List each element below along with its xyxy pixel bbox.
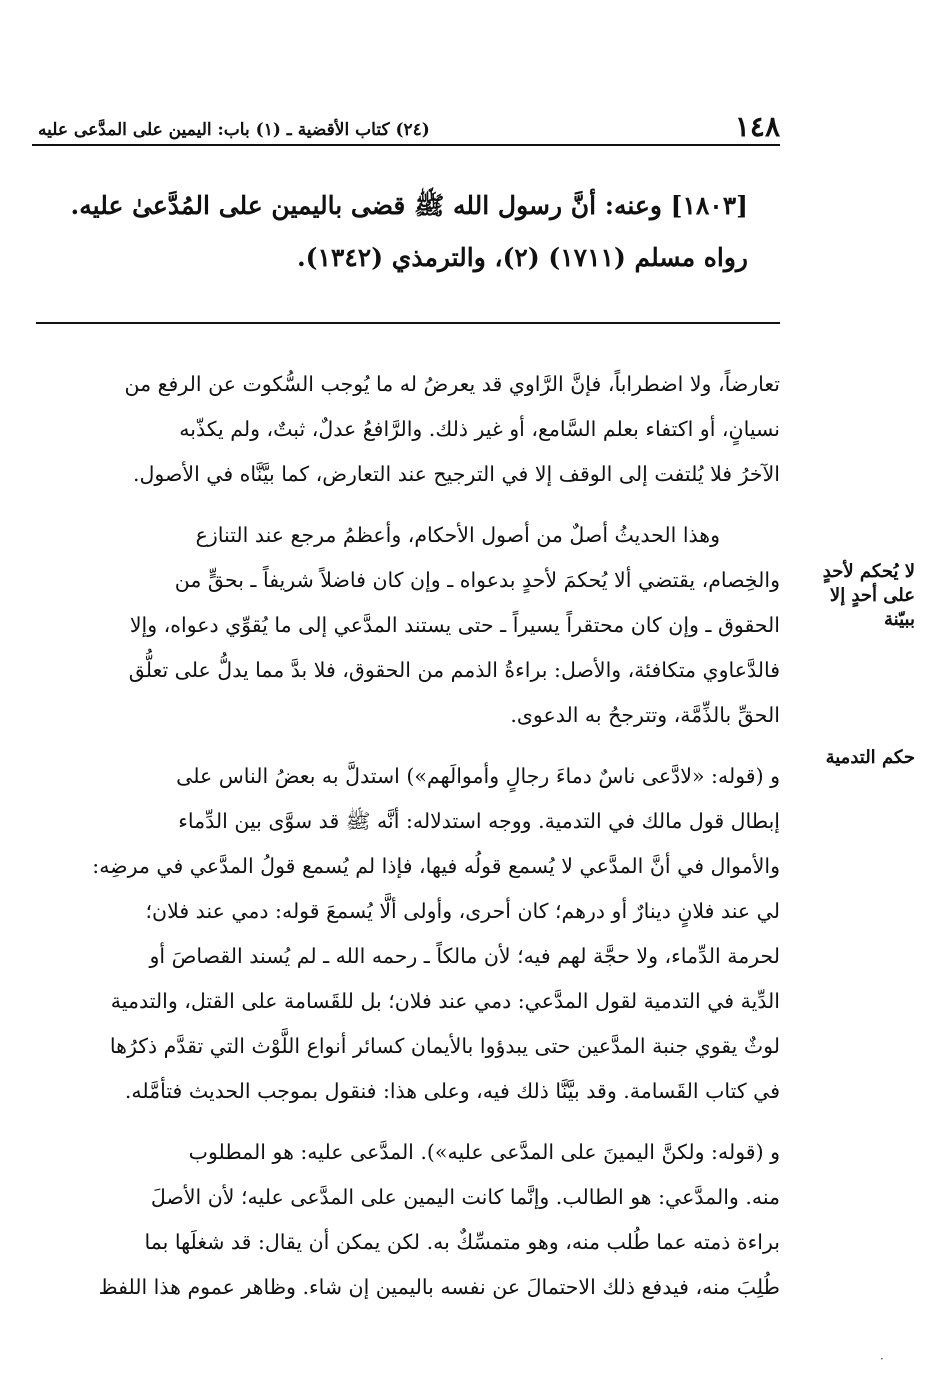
text-line: في كتاب القَسامة. وقد بيَّنَّا ذلك فيه، وعلى هذا: فنقول بموجب الحديث فتأمَّله. [124,1079,780,1103]
text-line: الحقِّ بالذِّمَّة، وتترجحُ به الدعوى. [510,703,780,727]
margin-note-no-judgment-without-evidence: لا يُحكم لأحدٍ على أحدٍ إلا ببيّنة [822,561,915,630]
paragraph-2 [32,513,780,738]
page-number: ١٤٨ [734,110,780,143]
commentary-body [32,362,780,1326]
text-line: لوثٌ يقوي جنبة المدَّعين حتى يبدؤوا بالأيمان كسائر أنواع اللَّوْث التي تقدَّم ذكرُها [109,1034,780,1058]
paragraph-1 [32,362,780,497]
text-line: طُلِبَ منه، فيدفع ذلك الاحتمالَ عن نفسه باليمين إن شاء. وظاهر عموم هذا اللفظ [98,1275,780,1299]
text-line: تعارضاً، ولا اضطراباً، فإنَّ الرَّاوي قد يعرضُ له ما يُوجب السُّكوت عن الرفع من [124,372,780,396]
text-line: والأموال في أنَّ المدَّعي لا يُسمع قولُه فيها، فإذا لم يُسمع قولُ المدَّعي في مرضِه: [92,854,780,878]
text-line: الحقوق ـ وإن كان محتقراً يسيراً ـ حتى يستند المدَّعي إلى ما يُقوِّي دعواه، وإلا [129,613,780,637]
hadith-text: [١٨٠٣] وعنه: أنَّ رسول الله ﷺ قضى باليمين على المُدَّعىٰ عليه. [70,191,748,220]
paragraph-3 [32,754,780,1114]
running-title: (٢٤) كتاب الأقضية ـ (١) باب: اليمين على المدَّعى عليه [38,120,430,140]
page-header [32,110,780,146]
separator-rule [36,322,780,324]
scan-speck: · [880,1352,884,1366]
hadith-block [32,180,748,284]
text-line: منه. والمدَّعي: هو الطالب. وإنَّما كانت اليمين على المدَّعى عليه؛ لأن الأصلَ [150,1185,780,1209]
text-line: لي عند فلانٍ دينارٌ أو درهم؛ كان أحرى، وأولى ألَّا يُسمعَ قوله: دمي عند فلان؛ [145,899,780,923]
text-line: وهذا الحديثُ أصلٌ من أصول الأحكام، وأعظمُ مرجع عند التنازع [195,523,720,547]
text-line: لحرمة الدِّماء، ولا حجَّة لهم فيه؛ لأن مالكاً ـ رحمه الله ـ لم يُسند القصاصَ أو [149,944,780,968]
text-line: نسيانٍ، أو اكتفاء بعلم السَّامع، أو غير ذلك. والرَّافعُ عدلٌ، ثبتٌ، ولم يكذّبه [179,417,780,441]
text-line: الآخرُ فلا يُلتفت إلى الوقف إلا في الترجيح عند التعارض، كما بيَّنَّاه في الأصول. [132,462,780,486]
text-line: والخِصام، يقتضي ألا يُحكمَ لأحدٍ بدعواه ـ وإن كان فاضلاً شريفاً ـ بحقٍّ من [174,568,780,592]
text-line: الدِّية في التدمية لقول المدَّعي: دمي عند فلان؛ بل للقَسامة على القتل، والتدمية [110,989,780,1013]
text-line: براءة ذمته عما طُلب منه، وهو متمسِّكٌ به. لكن يمكن أن يقال: قد شغلَها بما [144,1230,780,1254]
text-line: فالدَّعاوي متكافئة، والأصل: براءةُ الذمم من الحقوق، فلا بدَّ مما يدلُّ على تعلُّق [128,658,780,682]
paragraph-4 [32,1130,780,1310]
text-line: و (قوله: «لادَّعى ناسٌ دماءَ رجالٍ وأموالَهم») استدلَّ به بعضُ الناس على [176,764,780,788]
hadith-reference: رواه مسلم (١٧١١) (٢)، والترمذي (١٣٤٢). [296,243,748,272]
text-line: و (قوله: ولكنَّ اليمينَ على المدَّعى عليه»). المدَّعى عليه: هو المطلوب [188,1140,780,1164]
text-line: إبطال قول مالك في التدمية. ووجه استدلاله: أنَّه ﷺ قد سوَّى بين الدِّماء [178,809,780,833]
margin-note-tadmiya-ruling: حكم التدمية [825,747,915,768]
